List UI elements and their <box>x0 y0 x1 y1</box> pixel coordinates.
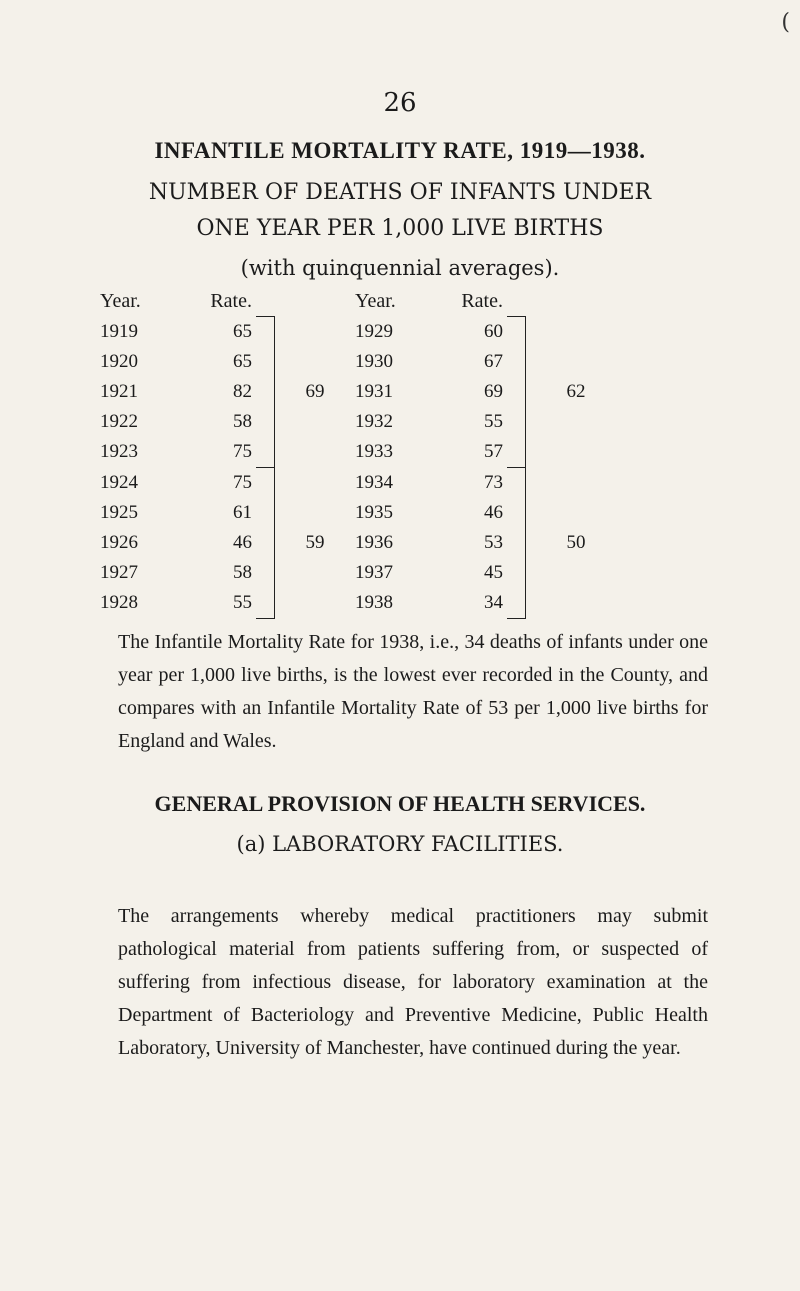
table-row <box>100 347 626 377</box>
bracket <box>507 377 526 407</box>
year-cell: 1934 <box>355 471 393 493</box>
year-cell: 1935 <box>355 502 393 523</box>
bracket <box>256 407 275 437</box>
rate-cell: 75 <box>233 441 252 463</box>
section-heading: GENERAL PROVISION OF HEALTH SERVICES. <box>154 791 646 816</box>
header-year: Year. <box>100 289 141 312</box>
year-cell: 1932 <box>355 411 393 432</box>
rate-cell: 67 <box>484 351 503 372</box>
table-row <box>100 498 626 528</box>
rate-cell: 65 <box>233 351 252 372</box>
table-row <box>100 558 626 588</box>
table-subtitle-line1: NUMBER OF DEATHS OF INFANTS UNDER <box>148 180 652 205</box>
subsection-heading: (a) LABORATORY FACILITIES. <box>236 832 564 856</box>
margin-mark: ( <box>781 10 790 35</box>
rate-cell: 46 <box>484 502 503 523</box>
year-cell: 1929 <box>355 320 393 342</box>
rate-cell: 61 <box>233 502 252 523</box>
average-cell <box>526 407 627 437</box>
year-cell: 1937 <box>355 562 393 583</box>
average-cell <box>526 317 627 348</box>
bracket <box>256 437 275 468</box>
table-subtitle-line2: ONE YEAR PER 1,000 LIVE BIRTHS <box>196 216 604 241</box>
bracket <box>507 498 526 528</box>
rate-cell: 65 <box>233 320 252 342</box>
bracket <box>256 588 275 619</box>
bracket <box>507 468 526 499</box>
average-cell <box>275 317 356 348</box>
year-cell: 1930 <box>355 351 393 372</box>
rate-cell: 73 <box>484 471 503 493</box>
year-cell: 1933 <box>355 441 393 463</box>
average-cell <box>526 498 627 528</box>
average-cell <box>526 437 627 468</box>
average-cell <box>275 347 356 377</box>
bracket <box>507 317 526 348</box>
rate-cell: 55 <box>484 411 503 432</box>
bracket <box>256 528 275 558</box>
average-cell: 62 <box>566 381 586 402</box>
rate-cell: 34 <box>484 592 503 614</box>
year-cell: 1926 <box>100 532 138 553</box>
average-cell: 50 <box>566 532 586 553</box>
rate-cell: 57 <box>484 441 503 463</box>
rate-cell: 46 <box>233 532 252 553</box>
bracket <box>507 437 526 468</box>
bracket <box>507 407 526 437</box>
average-cell <box>526 468 627 499</box>
table-title: INFANTILE MORTALITY RATE, 1919—1938. <box>154 138 646 163</box>
average-cell <box>526 558 627 588</box>
average-cell <box>526 347 627 377</box>
table-row <box>100 317 626 348</box>
average-cell <box>275 468 356 499</box>
rate-cell: 69 <box>484 381 503 402</box>
average-cell <box>275 558 356 588</box>
rate-cell: 58 <box>233 562 252 583</box>
average-cell <box>275 588 356 619</box>
bracket <box>256 498 275 528</box>
rate-cell: 53 <box>484 532 503 553</box>
header-rate: Rate. <box>461 289 503 312</box>
table-subtitle-line3: (with quinquennial averages). <box>240 256 560 280</box>
year-cell: 1923 <box>100 441 138 463</box>
table-row <box>100 468 626 499</box>
bracket <box>256 468 275 499</box>
rate-cell: 58 <box>233 411 252 432</box>
bracket <box>256 317 275 348</box>
bracket <box>507 528 526 558</box>
year-cell: 1922 <box>100 411 138 432</box>
table-row <box>100 528 626 558</box>
bracket <box>256 377 275 407</box>
bracket <box>256 347 275 377</box>
rate-cell: 75 <box>233 471 252 493</box>
year-cell: 1931 <box>355 381 393 402</box>
page-number: 26 <box>383 88 417 118</box>
year-cell: 1920 <box>100 351 138 372</box>
rate-cell: 45 <box>484 562 503 583</box>
table-row <box>100 588 626 619</box>
bracket <box>507 588 526 619</box>
table-header-row <box>100 286 626 317</box>
average-cell: 69 <box>305 381 325 402</box>
average-cell <box>275 498 356 528</box>
average-cell: 59 <box>305 532 325 553</box>
average-cell <box>275 407 356 437</box>
mortality-table <box>100 286 626 619</box>
paragraph-laboratory: The arrangements whereby medical practitioners may submit pathological material from patients suffering from, or suspected of suffering from infectious disease, for laboratory examination at the Department of Bacteriology and Preventive Medicine, Public Health Laboratory, University of Manchester, have continued during the year. <box>118 905 708 1059</box>
year-cell: 1919 <box>100 320 138 342</box>
table-row <box>100 407 626 437</box>
year-cell: 1921 <box>100 381 138 402</box>
year-cell: 1927 <box>100 562 138 583</box>
year-cell: 1936 <box>355 532 393 553</box>
year-cell: 1925 <box>100 502 138 523</box>
year-cell: 1938 <box>355 592 393 614</box>
average-cell <box>526 588 627 619</box>
rate-cell: 82 <box>233 381 252 402</box>
table-row <box>100 377 626 407</box>
year-cell: 1924 <box>100 471 138 493</box>
header-rate: Rate. <box>210 289 252 312</box>
average-cell <box>275 437 356 468</box>
year-cell: 1928 <box>100 592 138 614</box>
rate-cell: 55 <box>233 592 252 614</box>
paragraph-mortality-summary: The Infantile Mortality Rate for 1938, i.e., 34 deaths of infants under one year per 1,000 live births, is the lowest ever recorded in the County, and compares with an Infantile Mortality Rate of 53 per 1,000 live births for England and Wales. <box>118 631 708 752</box>
bracket <box>507 347 526 377</box>
rate-cell: 60 <box>484 320 503 342</box>
header-year: Year. <box>355 289 396 312</box>
bracket <box>256 558 275 588</box>
table-row <box>100 437 626 468</box>
bracket <box>507 558 526 588</box>
